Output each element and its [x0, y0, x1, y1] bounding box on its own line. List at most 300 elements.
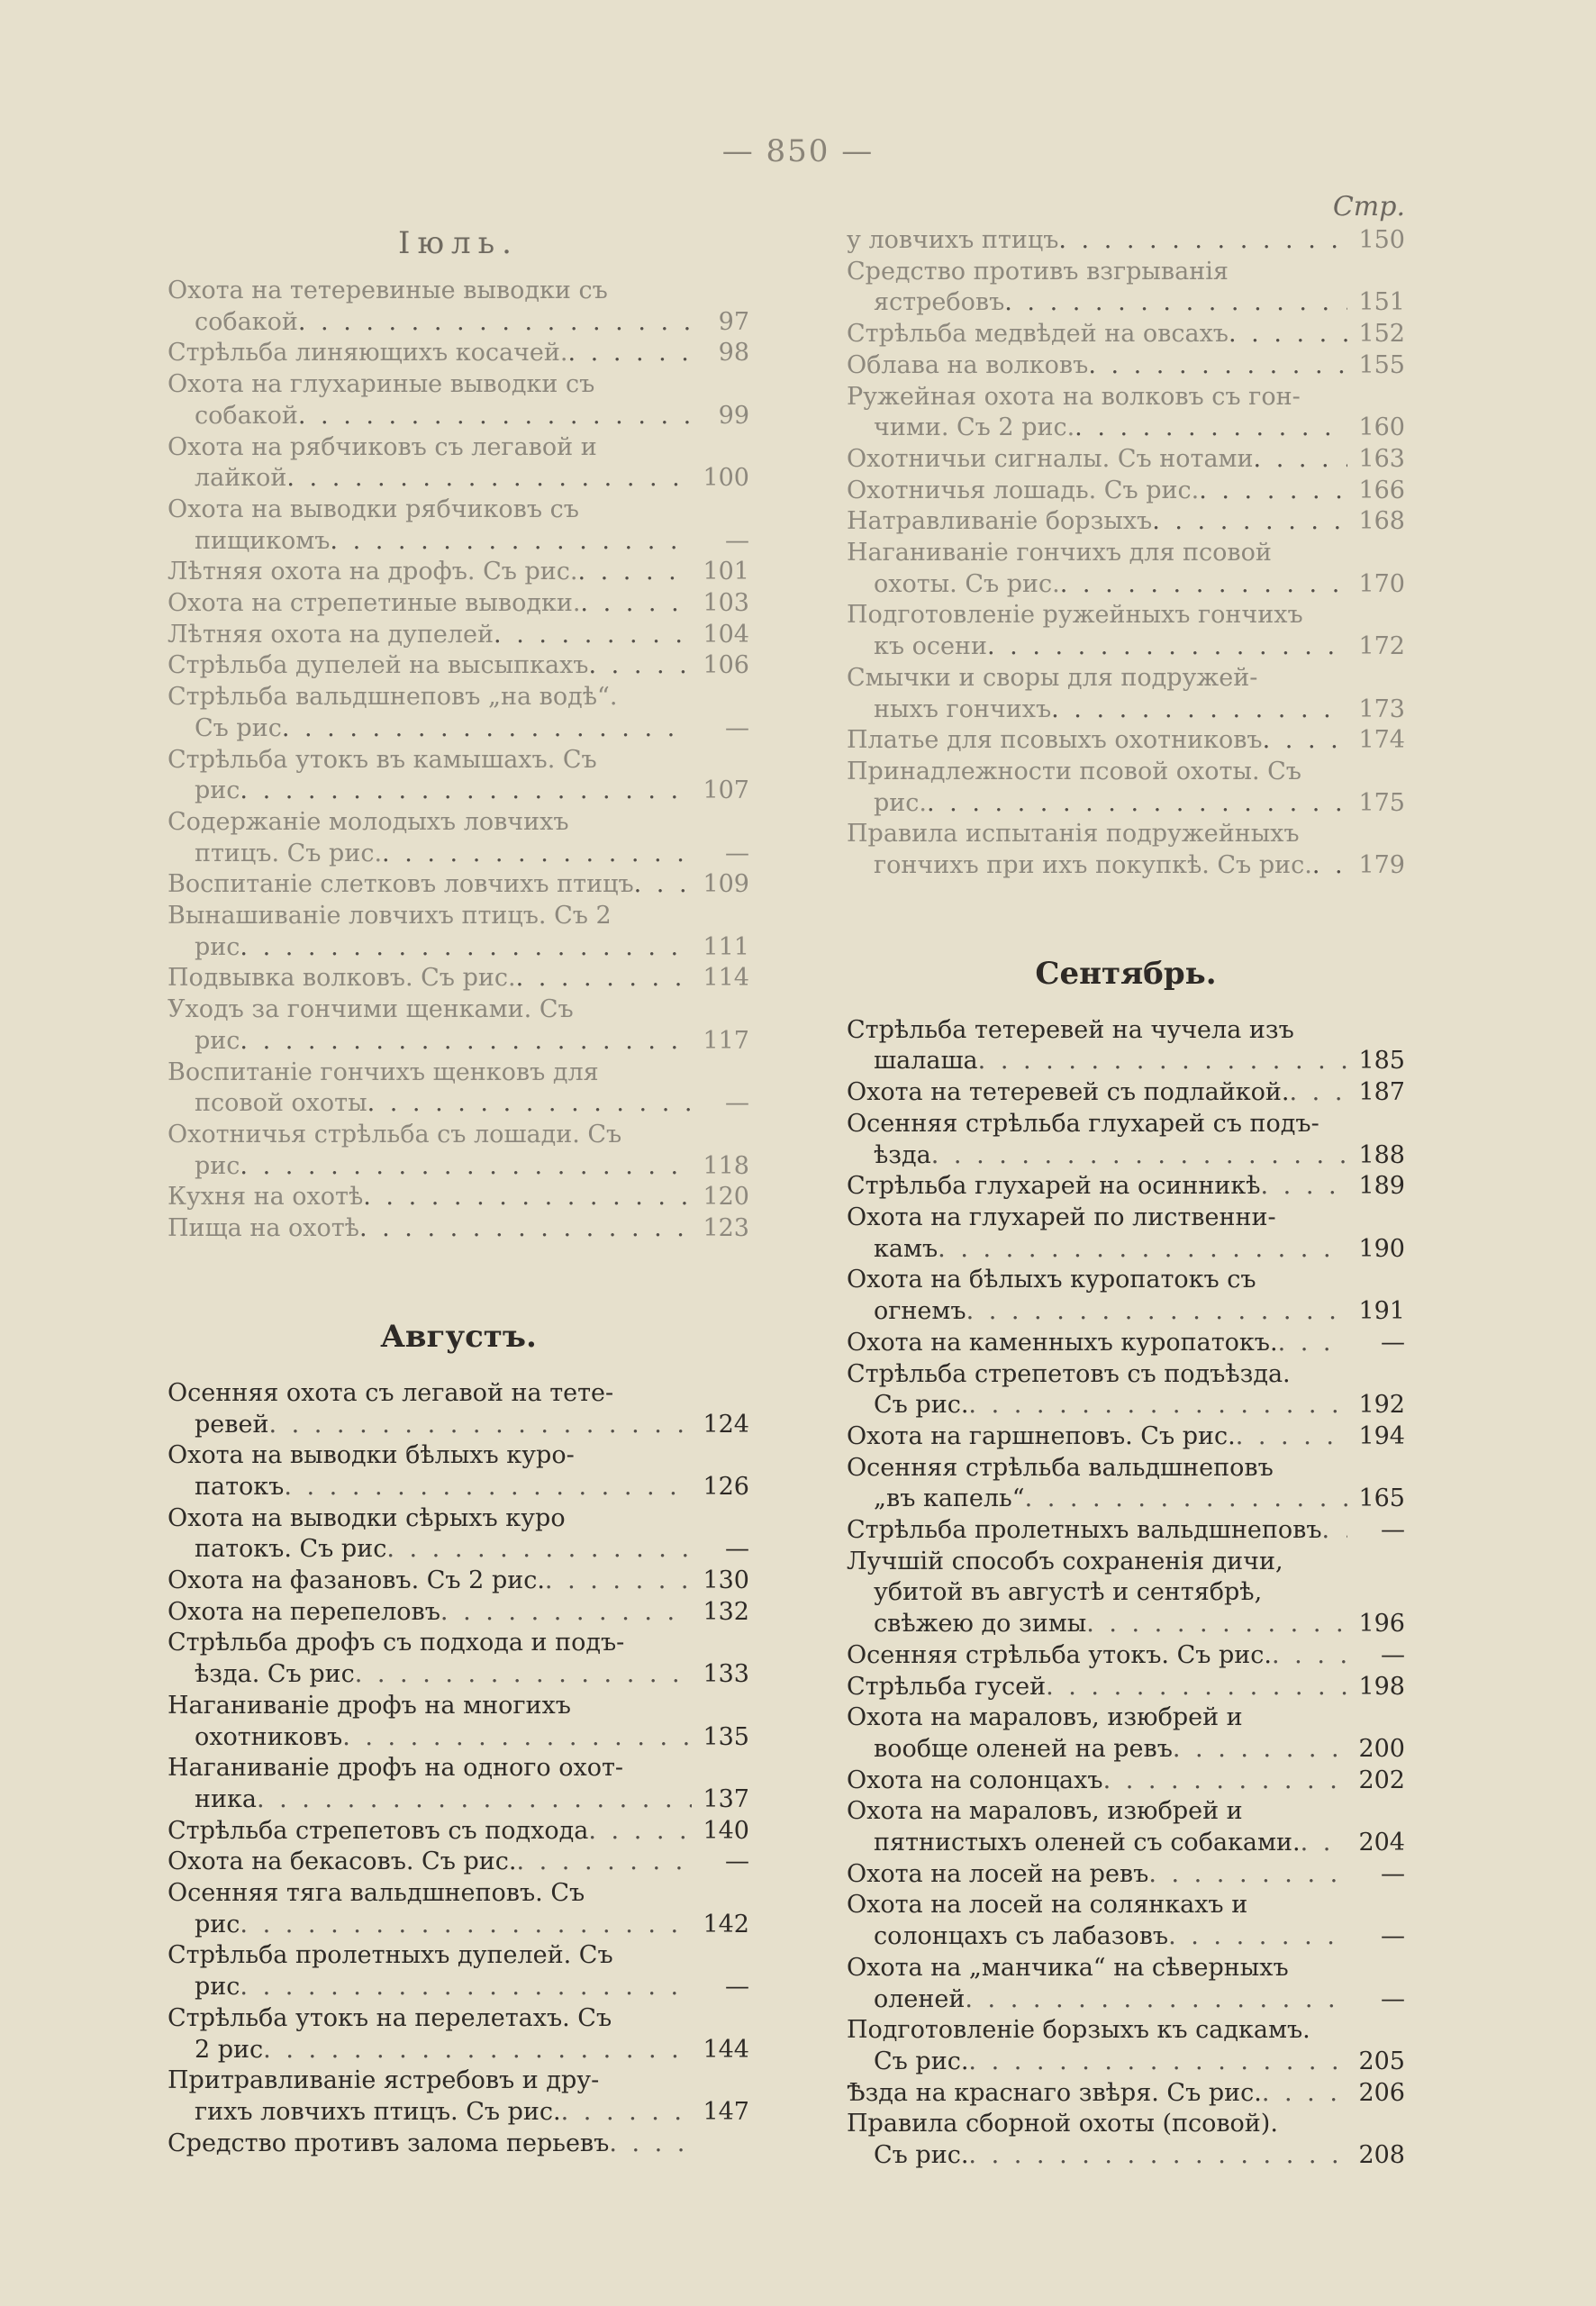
entry-title: Лѣтняя охота на дрофъ. Съ рис.	[168, 558, 578, 586]
entry-list	[847, 1015, 1405, 2172]
page-ref: 168	[1358, 507, 1405, 536]
entry-title: Стрѣльба пролетныхъ дупелей. Съ	[168, 1941, 613, 1970]
toc-entry	[168, 495, 749, 557]
leader-dots	[1075, 413, 1347, 444]
entry-line	[168, 620, 749, 651]
entry-title: Охота на мараловъ, изюбрей и	[847, 1797, 1243, 1826]
entry-line	[847, 1328, 1405, 1359]
page-ref: 190	[1358, 1234, 1405, 1263]
page-ref: 104	[703, 620, 749, 649]
entry-line	[847, 757, 1405, 788]
page-ref: 173	[1358, 695, 1405, 723]
entry-line	[168, 932, 749, 964]
leader-dots	[968, 2140, 1347, 2172]
entry-line	[168, 1722, 749, 1754]
toc-entry	[168, 745, 749, 807]
entry-title: Охотничья стрѣльба съ лошади. Съ	[168, 1120, 622, 1148]
entry-title: Осенняя тяга вальдшнеповъ. Съ	[168, 1879, 585, 1908]
entry-title: Стрѣльба вальдшнеповъ „на водѣ“.	[168, 683, 618, 712]
entry-title: свѣжею до зимы	[874, 1610, 1087, 1639]
entry-line	[847, 1265, 1405, 1296]
entry-line	[847, 663, 1405, 695]
entry-list	[847, 225, 1405, 882]
entry-line	[168, 307, 749, 339]
entry-title: Правила сборной охоты (псовой).	[847, 2110, 1278, 2138]
page-ref: —	[725, 1089, 749, 1118]
toc-entry	[168, 620, 749, 651]
page-ref: 114	[703, 964, 749, 993]
leader-dots	[966, 1296, 1347, 1328]
entry-title: Притравливаніе ястребовъ и дру-	[168, 2066, 600, 2095]
entry-line	[168, 557, 749, 588]
toc-entry	[168, 650, 749, 682]
entry-line	[168, 1784, 749, 1816]
entry-title: Стрѣльба медвѣдей на овсахъ	[847, 320, 1229, 349]
toc-entry	[847, 1547, 1405, 1640]
entry-line	[168, 901, 749, 932]
entry-title: Средство противъ взгрыванія	[847, 257, 1229, 286]
toc-entry	[168, 963, 749, 994]
entry-line	[847, 1515, 1405, 1547]
entry-title: лайкой	[195, 464, 287, 493]
entry-title: вообще оленей на ревъ	[874, 1734, 1173, 1763]
entry-line	[847, 1453, 1405, 1484]
entry-line	[168, 1628, 749, 1659]
entry-title: Охота на каменныхъ куропатокъ.	[847, 1328, 1278, 1357]
entry-line	[168, 1503, 749, 1535]
entry-title: убитой въ августѣ и сентябрѣ,	[874, 1578, 1263, 1607]
entry-line	[168, 1213, 749, 1245]
entry-line	[168, 276, 749, 307]
entry-title: гончихъ при ихъ покупкѣ. Съ рис.	[874, 851, 1312, 880]
toc-entry	[168, 1628, 749, 1690]
page-ref: 137	[703, 1784, 749, 1813]
entry-title: Стрѣльба стрепетовъ съ подъѣзда.	[847, 1359, 1291, 1388]
page-ref: 107	[703, 776, 749, 805]
entry-line	[168, 2129, 749, 2160]
page-ref: 172	[1358, 632, 1405, 661]
toc-entry	[168, 557, 749, 588]
toc-entry	[847, 1702, 1405, 1765]
entry-title: Охота на выводки бѣлыхъ куро-	[168, 1441, 575, 1470]
entry-title: ревей	[195, 1410, 269, 1439]
leader-dots	[634, 869, 692, 901]
leader-dots	[1086, 1609, 1347, 1640]
entry-title: птицъ. Съ рис.	[195, 839, 383, 867]
entry-title: къ осени	[874, 632, 987, 661]
entry-line	[847, 1640, 1405, 1672]
leader-dots	[1229, 319, 1347, 350]
toc-entry	[168, 338, 749, 369]
page-ref: 208	[1358, 2141, 1405, 2170]
toc-entry	[168, 1378, 749, 1440]
entry-line	[168, 495, 749, 526]
page-ref: 109	[703, 870, 749, 899]
entry-title: Кухня на охотѣ	[168, 1183, 364, 1212]
entry-line	[847, 1046, 1405, 1077]
entry-title: ныхъ гончихъ	[874, 695, 1052, 723]
toc-entry	[847, 1953, 1405, 2015]
leader-dots	[1051, 695, 1347, 726]
entry-title: Охота на тетеревей съ подлайкой.	[847, 1078, 1290, 1107]
toc-entry	[168, 1182, 749, 1213]
entry-title: Содержаніе молодыхъ ловчихъ	[168, 807, 569, 836]
entry-title: Стрѣльба пролетныхъ вальдшнеповъ	[847, 1516, 1322, 1545]
section-august-continued	[847, 225, 1405, 882]
leader-dots	[968, 1390, 1347, 1421]
page-ref: 175	[1358, 788, 1405, 817]
leader-dots	[927, 788, 1347, 820]
toc-entry	[847, 663, 1405, 725]
toc-entry	[847, 1796, 1405, 1858]
toc-entry	[847, 725, 1405, 757]
page-ref: 206	[1358, 2078, 1405, 2107]
toc-entry	[168, 994, 749, 1057]
page-column-header: Стр.	[1332, 191, 1405, 222]
entry-line	[847, 2015, 1405, 2047]
page-ref: 179	[1358, 851, 1405, 880]
toc-entry	[847, 757, 1405, 819]
entry-title: Охота на выводки рябчиковъ съ	[168, 495, 579, 523]
entry-line	[847, 695, 1405, 726]
toc-entry	[847, 506, 1405, 538]
entry-title: Принадлежности псовой охоты. Съ	[847, 757, 1301, 785]
entry-title: Стрѣльба стрепетовъ съ подхода	[168, 1816, 589, 1845]
toc-entry	[847, 1766, 1405, 1797]
toc-entry	[168, 2129, 749, 2160]
entry-title: Стрѣльба тетеревей на чучела изъ	[847, 1015, 1294, 1044]
page-ref: —	[725, 526, 749, 555]
left-column	[168, 216, 749, 2159]
entry-title: огнемъ	[874, 1297, 966, 1326]
page-ref: 106	[703, 651, 749, 680]
entry-line	[168, 1440, 749, 1472]
entry-line	[847, 1484, 1405, 1515]
page-ref: 151	[1358, 288, 1405, 317]
entry-title: Вынашиваніе ловчихъ птицъ. Съ 2	[168, 902, 612, 931]
entry-title: Стрѣльба гусей	[847, 1672, 1047, 1701]
entry-line	[847, 819, 1405, 850]
entry-title: Стрѣльба утокъ въ камышахъ. Съ	[168, 745, 597, 774]
entry-title: Стрѣльба утокъ на перелетахъ. Съ	[168, 2003, 612, 2032]
toc-entry	[847, 2078, 1405, 2110]
entry-line	[168, 776, 749, 807]
entry-line	[168, 963, 749, 994]
section-july	[168, 216, 749, 1245]
entry-title: Охота на мараловъ, изюбрей и	[847, 1703, 1243, 1732]
toc-entry	[168, 588, 749, 620]
leader-dots	[1058, 225, 1347, 257]
entry-title: Правила испытанія подружейныхъ	[847, 820, 1300, 849]
leader-dots	[298, 401, 692, 432]
leader-dots	[298, 307, 692, 339]
entry-title: рис.	[874, 788, 927, 817]
leader-dots	[968, 2047, 1347, 2078]
toc-entry	[168, 1847, 749, 1878]
entry-title: чими. Съ 2 рис.	[874, 413, 1075, 442]
page-ref: —	[1381, 1922, 1405, 1951]
entry-title: пятнистыхъ оленей съ собаками.	[874, 1829, 1301, 1857]
entry-line	[847, 476, 1405, 507]
entry-line	[168, 1026, 749, 1058]
entry-title: Съ рис.	[874, 2047, 969, 2075]
entry-line	[847, 1577, 1405, 1609]
entry-line	[847, 1109, 1405, 1140]
page-ref: 155	[1358, 350, 1405, 379]
entry-title: Подвывка волковъ. Съ рис.	[168, 964, 516, 993]
entry-title: Охота на глухариные выводки съ	[168, 370, 595, 399]
entry-title: Охота на гаршнеповъ. Съ рис.	[847, 1421, 1236, 1450]
entry-title: Охотничьи сигналы. Съ нотами	[847, 444, 1254, 473]
leader-dots	[1263, 725, 1347, 757]
entry-title: Охота на глухарей по лиственни-	[847, 1203, 1276, 1231]
entry-line	[847, 1296, 1405, 1328]
entry-line	[168, 650, 749, 682]
entry-title: псовой охоты	[195, 1089, 367, 1118]
entry-title: Осенняя стрѣльба глухарей съ подъ-	[847, 1109, 1319, 1138]
page-ref: —	[725, 1973, 749, 2002]
entry-line	[847, 413, 1405, 444]
entry-line	[847, 1890, 1405, 1921]
page-ref: 101	[703, 558, 749, 586]
entry-line	[168, 432, 749, 464]
page-ref: 160	[1358, 413, 1405, 442]
entry-list	[168, 276, 749, 1245]
entry-title: Ружейная охота на волковъ съ гон-	[847, 382, 1301, 411]
entry-line	[847, 1766, 1405, 1797]
entry-line	[168, 994, 749, 1026]
entry-line	[847, 2109, 1405, 2140]
entry-title: рис	[195, 1026, 240, 1055]
page-ref: 130	[703, 1566, 749, 1595]
entry-line	[168, 2065, 749, 2097]
entry-line	[168, 1410, 749, 1441]
entry-line	[847, 1015, 1405, 1047]
entry-title: рис	[195, 932, 240, 961]
entry-title: Осенняя стрѣльба вальдшнеповъ	[847, 1453, 1274, 1482]
leader-dots	[1278, 1328, 1347, 1359]
entry-title: Съ рис	[195, 713, 282, 742]
section-title: Августъ.	[380, 1318, 537, 1355]
entry-title: Охота на стрепетиные выводки.	[168, 589, 581, 618]
page-ref: 132	[703, 1597, 749, 1626]
entry-line	[847, 225, 1405, 257]
page-ref: —	[1381, 1516, 1405, 1545]
leader-dots	[257, 1784, 692, 1816]
entry-title: Пища на охотѣ	[168, 1214, 359, 1243]
entry-title: Охота на выводки сѣрыхъ куро	[168, 1503, 566, 1532]
toc-entry	[168, 1058, 749, 1120]
leader-dots	[1254, 444, 1347, 476]
entry-line	[168, 682, 749, 713]
page-ref: 103	[703, 589, 749, 618]
entry-line	[168, 2097, 749, 2129]
leader-dots	[978, 1046, 1347, 1077]
leader-dots	[1088, 350, 1347, 382]
entry-line	[847, 1609, 1405, 1640]
leader-dots	[516, 963, 692, 994]
leader-dots	[1060, 569, 1347, 601]
toc-entry	[847, 2015, 1405, 2077]
page-ref: 117	[703, 1026, 749, 1055]
entry-line	[847, 287, 1405, 319]
toc-entry	[847, 1672, 1405, 1703]
page-ref: 187	[1358, 1078, 1405, 1107]
entry-title: Охота на „манчика“ на сѣверныхъ	[847, 1953, 1289, 1982]
entry-line	[847, 1702, 1405, 1734]
entry-line	[847, 788, 1405, 820]
leader-dots	[1289, 1077, 1347, 1109]
leader-dots	[494, 620, 692, 651]
page-ref: 118	[703, 1151, 749, 1180]
page-ref: 166	[1358, 476, 1405, 504]
page-ref: 111	[703, 932, 749, 961]
page-ref: 185	[1358, 1047, 1405, 1076]
entry-line	[847, 2140, 1405, 2172]
toc-entry	[168, 901, 749, 963]
toc-entry	[847, 319, 1405, 350]
toc-entry	[847, 1328, 1405, 1359]
toc-entry	[847, 600, 1405, 662]
entry-title: рис	[195, 776, 240, 805]
toc-entry	[847, 1077, 1405, 1109]
leader-dots	[268, 1410, 692, 1441]
entry-line	[168, 1691, 749, 1722]
page-ref: —	[1381, 1328, 1405, 1357]
toc-entry	[168, 432, 749, 495]
toc-entry	[168, 1213, 749, 1245]
entry-list	[168, 1378, 749, 2160]
entry-line	[847, 350, 1405, 382]
entry-title: охоты. Съ рис.	[874, 569, 1060, 598]
entry-line	[847, 1796, 1405, 1828]
entry-title: Стрѣльба линяющихъ косачей.	[168, 339, 568, 368]
entry-line	[847, 319, 1405, 350]
page-ref: —	[1381, 1984, 1405, 2013]
entry-title: у ловчихъ птицъ	[847, 226, 1059, 254]
page-ref: 123	[703, 1214, 749, 1243]
leader-dots	[240, 1910, 692, 1941]
entry-title: 2 рис	[195, 2035, 264, 2064]
leader-dots	[545, 1566, 692, 1597]
toc-entry	[168, 1940, 749, 2002]
entry-line	[847, 382, 1405, 413]
entry-title: Смычки и своры для подружей-	[847, 663, 1258, 692]
entry-line	[847, 444, 1405, 476]
entry-title: ника	[195, 1784, 257, 1813]
toc-entry	[168, 276, 749, 338]
entry-line	[168, 1940, 749, 1972]
entry-title: Платье для псовыхъ охотниковъ	[847, 726, 1263, 755]
toc-entry	[168, 2003, 749, 2065]
page-ref: 191	[1358, 1297, 1405, 1326]
page-ref: 144	[703, 2035, 749, 2064]
page-ref: 174	[1358, 726, 1405, 755]
toc-entry	[847, 2109, 1405, 2171]
leader-dots	[516, 1847, 692, 1878]
entry-line	[847, 1203, 1405, 1234]
entry-title: Охота на тетеревиные выводки съ	[168, 277, 608, 304]
entry-line	[168, 745, 749, 776]
leader-dots	[589, 650, 693, 682]
entry-title: шалаша	[874, 1047, 978, 1076]
entry-title: рис	[195, 1910, 240, 1938]
page-ref: 100	[703, 464, 749, 493]
entry-line	[847, 1140, 1405, 1172]
entry-line	[168, 1151, 749, 1183]
entry-title: Охотничья лошадь. Съ рис.	[847, 476, 1200, 504]
leader-dots	[355, 1659, 692, 1691]
leader-dots	[1312, 850, 1347, 882]
entry-line	[168, 1910, 749, 1941]
leader-dots	[561, 2097, 692, 2129]
toc-entry	[847, 350, 1405, 382]
leader-dots	[931, 1140, 1347, 1172]
entry-line	[168, 1847, 749, 1878]
leader-dots	[609, 2129, 692, 2160]
toc-entry	[847, 538, 1405, 600]
entry-title: ѣзда	[874, 1140, 931, 1169]
entry-line	[847, 506, 1405, 538]
entry-line	[168, 1534, 749, 1566]
entry-line	[847, 1359, 1405, 1391]
leader-dots	[359, 1213, 692, 1245]
entry-line	[847, 1234, 1405, 1266]
entry-line	[847, 631, 1405, 663]
entry-title: Съ рис.	[874, 1391, 969, 1420]
entry-line	[847, 850, 1405, 882]
page-ref: 142	[703, 1910, 749, 1938]
entry-line	[847, 1171, 1405, 1203]
entry-title: собакой	[195, 401, 298, 430]
toc-entry	[847, 1265, 1405, 1327]
toc-entry	[847, 225, 1405, 257]
leader-dots	[342, 1722, 692, 1754]
toc-entry	[168, 1816, 749, 1848]
entry-line	[847, 1421, 1405, 1453]
leader-dots	[1322, 1515, 1347, 1547]
leader-dots	[240, 1151, 692, 1183]
page-ref: 198	[1358, 1672, 1405, 1701]
leader-dots	[580, 588, 692, 620]
leader-dots	[1168, 1921, 1347, 1953]
entry-title: Охота на фазановъ. Съ 2 рис.	[168, 1566, 545, 1595]
entry-line	[168, 2003, 749, 2035]
entry-line	[847, 569, 1405, 601]
leader-dots	[577, 557, 692, 588]
entry-title: Наганиваніе гончихъ для псовой	[847, 539, 1272, 567]
leader-dots	[240, 932, 692, 964]
entry-line	[168, 1972, 749, 2003]
entry-line	[847, 1953, 1405, 1984]
entry-line	[168, 1378, 749, 1410]
leader-dots	[263, 2035, 692, 2066]
entry-line	[168, 526, 749, 558]
page-ref: 200	[1358, 1734, 1405, 1763]
entry-line	[168, 869, 749, 901]
entry-title: Стрѣльба дрофъ съ подхода и подъ-	[168, 1629, 625, 1657]
entry-line	[168, 1566, 749, 1597]
entry-line	[168, 369, 749, 401]
page-ref: —	[725, 1535, 749, 1564]
leader-dots	[1272, 1640, 1347, 1672]
entry-title: оленей	[874, 1984, 966, 2013]
page-ref: 150	[1358, 226, 1405, 254]
leader-dots	[286, 463, 692, 495]
page-ref: 165	[1358, 1484, 1405, 1513]
toc-entry	[168, 807, 749, 869]
page-ref: 152	[1358, 320, 1405, 349]
